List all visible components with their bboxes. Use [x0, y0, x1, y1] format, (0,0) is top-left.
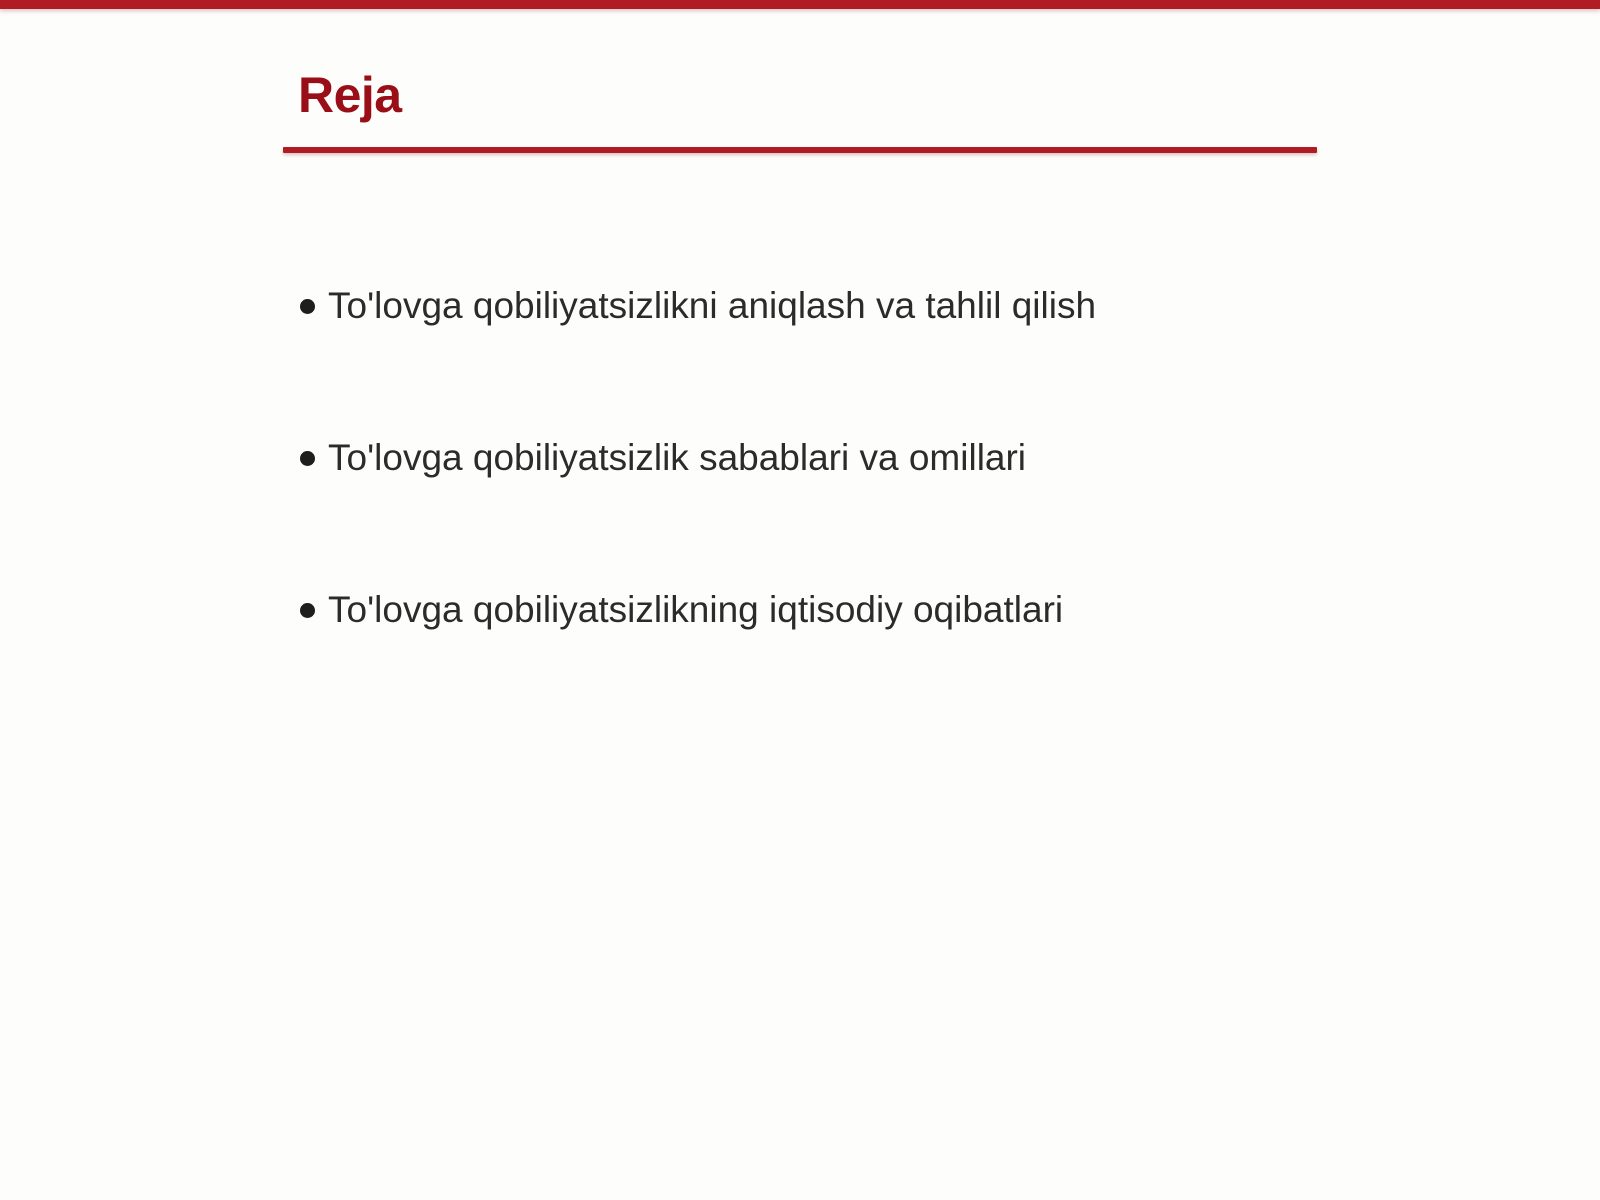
bullet-dot-icon — [300, 603, 315, 618]
bullet-text: To'lovga qobiliyatsizlikning iqtisodiy oqibatlari — [328, 589, 1064, 630]
list-item — [300, 580, 1300, 640]
list-item — [300, 428, 1300, 488]
bullet-text: To'lovga qobiliyatsizlik sabablari va omillari — [328, 437, 1027, 478]
bullet-dot-icon — [300, 451, 315, 466]
list-item — [300, 276, 1300, 336]
title-underline — [283, 147, 1317, 153]
bullet-text: To'lovga qobiliyatsizlikni aniqlash va tahlil qilish — [328, 285, 1097, 326]
top-accent-bar — [0, 0, 1600, 9]
bullet-dot-icon — [300, 299, 315, 314]
bullet-list — [300, 276, 1300, 732]
slide-title: Reja — [298, 67, 402, 123]
